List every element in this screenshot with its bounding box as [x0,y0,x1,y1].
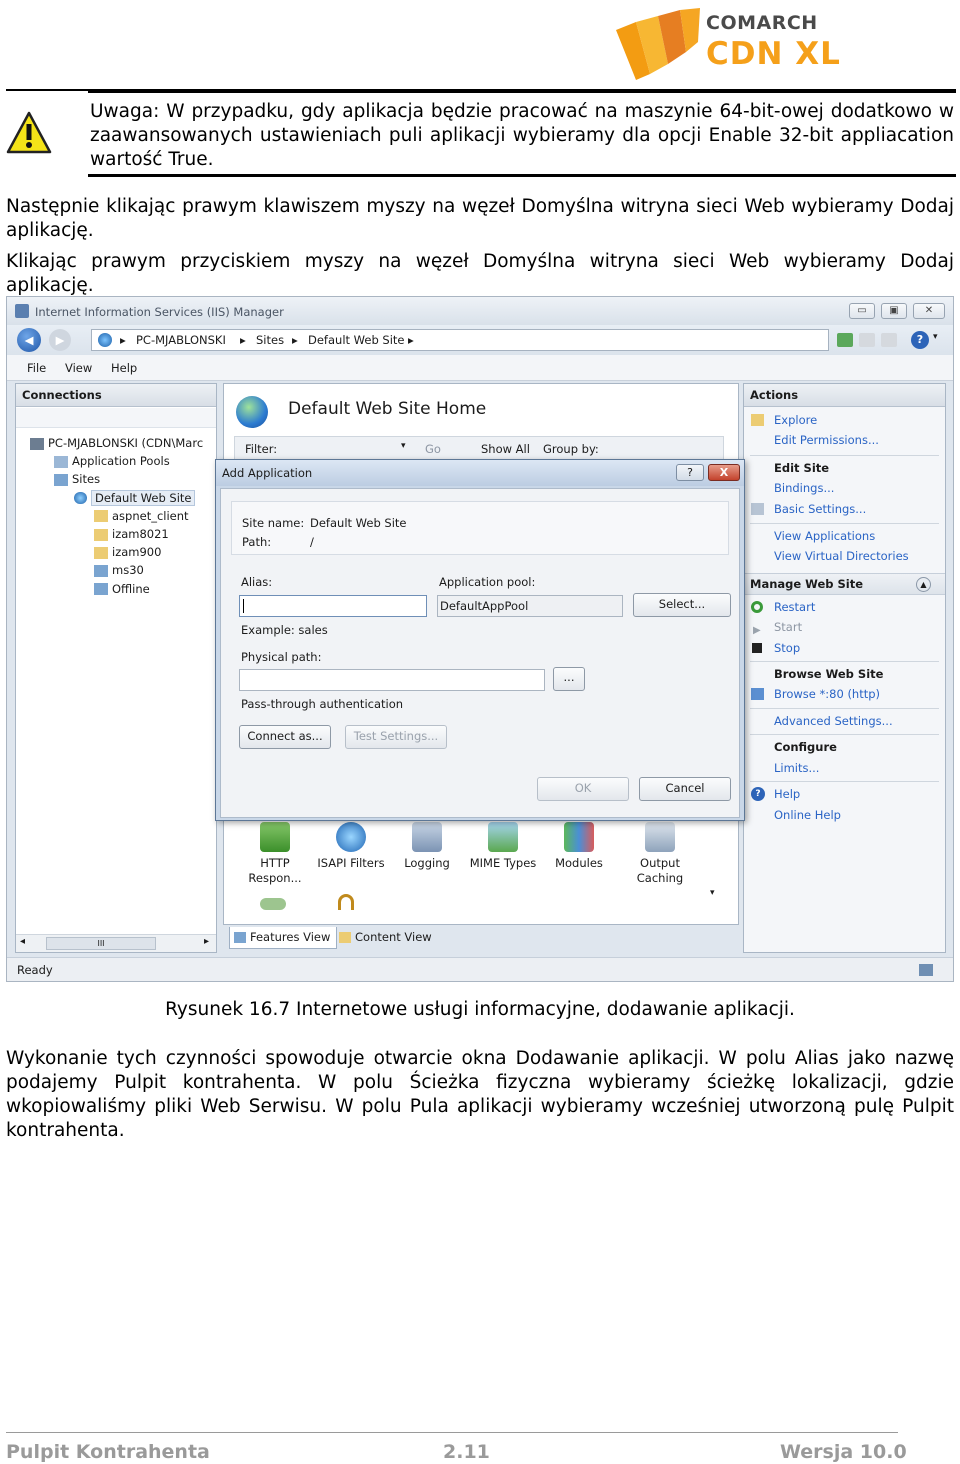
start-icon: ▶ [753,625,761,637]
iis-window-title: Internet Information Services (IIS) Manager [35,305,284,319]
tree-node-offline[interactable]: Offline [30,580,203,598]
alias-label: Alias: [241,575,273,589]
filter-label: Filter: [245,442,278,456]
actions-header: Actions [744,384,945,407]
tree-node-server[interactable]: PC-MJABLONSKI (CDN\Marc [30,434,203,452]
passthrough-label: Pass-through authentication [241,697,404,711]
features-view-icon [234,932,246,943]
group-by-label[interactable]: Group by: [543,442,599,456]
server-icon [30,438,44,450]
breadcrumb-server[interactable]: PC-MJABLONSKI [136,333,226,347]
dialog-help-button[interactable]: ? [676,464,704,481]
footer-rule [6,1432,898,1433]
breadcrumb: ▸ PC-MJABLONSKI ▸ Sites ▸ Default Web Site ▸ [91,329,829,351]
address-bar [7,325,954,355]
ok-button[interactable]: OK [537,777,629,801]
basic-settings-icon [751,503,764,515]
path-label: Path: [242,535,272,549]
alias-input[interactable] [239,595,427,617]
tree-node-izam900[interactable]: izam900 [30,543,203,561]
tree-node-default-site[interactable]: Default Web Site [30,489,203,507]
browse-icon [751,688,764,700]
status-text: Ready [17,963,53,977]
app-pools-icon [54,456,68,468]
filter-dropdown-icon[interactable]: ▾ [401,441,406,451]
feature-mime-types[interactable]: MIME Types [468,822,538,871]
help-dropdown-icon[interactable]: ▾ [933,332,938,342]
header-rule-thick [88,89,956,93]
filter-bar [234,436,724,460]
physical-path-label: Physical path: [241,650,322,664]
example-text: Example: sales [241,623,328,637]
browse-site-title: Browse Web Site [774,667,884,682]
menu-help[interactable]: Help [111,361,138,375]
pool-field: DefaultAppPool [437,595,623,617]
feature-http-response[interactable]: HTTP Respon... [240,822,310,886]
tree-node-app-pools[interactable]: Application Pools [30,452,203,470]
folder-icon [94,547,108,559]
tab-content-view[interactable]: Content View [335,927,438,949]
show-all-button[interactable]: Show All [481,442,530,456]
site-name-label: Site name: [242,516,305,530]
home-icon[interactable] [881,333,897,347]
paragraph-3: Wykonanie tych czynności spowoduje otwarcie okna Dodawanie aplikacji. W polu Alias jako nazwę podajemy Pulpit kontrahenta. W polu Ścieżka fizyczna wybieramy ścieżkę lokalizacji, gdzie wkopiowaliśmy pliki Web Serwisu. W polu Pula aplikacji wybieramy wcześniej utworzoną pulę Pulpit kontrahenta. [6,1048,954,1141]
action-basic-settings[interactable]: Basic Settings... [744,499,945,519]
globe-icon [98,333,112,347]
footer-left: Pulpit Kontrahenta [6,1441,210,1463]
feature-isapi-filters[interactable]: ISAPI Filters [316,822,386,871]
tree-node-ms30[interactable]: ms30 [30,561,203,579]
footer-version: Wersja 10.0 [780,1441,907,1463]
maximize-button[interactable]: ▣ [881,303,907,319]
logo-line2: CDN XL [706,36,841,72]
manage-website-header[interactable]: Manage Web Site ▲ [744,573,945,595]
dialog-close-button[interactable]: X [708,464,740,481]
explore-icon [751,414,764,426]
forward-icon[interactable]: ▶ [49,329,71,351]
globe-icon [74,492,87,504]
site-globe-icon [236,396,268,428]
warning-note: Uwaga: W przypadku, gdy aplikacja będzie pracować na maszynie 64-bit-owej dodatkowo w zaawansowanych ustawieniach puli aplikacji wybieramy dla opcji Enable 32-bit appliacation wartość True. [90,101,954,170]
go-button[interactable]: Go [425,442,441,456]
tree-node-aspnet-client[interactable]: aspnet_client [30,507,203,525]
connections-hscrollbar[interactable]: ◂ III ▸ [16,934,216,952]
action-online-help[interactable]: Online Help [774,807,841,822]
warning-icon [6,110,52,156]
add-application-dialog [215,459,745,821]
feature-output-caching[interactable]: Output Caching [620,822,700,886]
restart-icon [751,601,763,613]
close-window-button[interactable]: ✕ [913,303,945,319]
dialog-titlebar [216,460,744,486]
tab-features-view[interactable]: Features View [229,927,337,949]
text-cursor [243,599,244,613]
physical-path-input[interactable] [239,669,545,691]
dialog-title: Add Application [222,466,313,480]
action-edit-permissions[interactable]: Edit Permissions... [774,433,879,448]
action-bindings[interactable]: Bindings... [774,481,835,496]
app-icon [94,583,108,595]
paragraph-1: Następnie klikając prawym klawiszem myszy na węzeł Domyślna witryna sieci Web wybieramy Dodaj aplikację. [6,196,954,241]
comarch-logo-icon [614,8,704,82]
action-view-applications[interactable]: View Applications [774,529,876,544]
feature-more-icon-2 [338,894,354,910]
network-icon [919,964,933,976]
edit-site-title: Edit Site [774,460,830,475]
iis-screenshot [6,296,954,982]
app-icon [94,565,108,577]
breadcrumb-sites[interactable]: Sites [256,333,285,347]
site-info-box [231,501,729,555]
center-vscroll-down-icon[interactable]: ▾ [710,888,715,898]
action-help[interactable]: ? Help [744,784,945,804]
browse-path-button[interactable]: ... [553,667,585,691]
path-value: / [310,535,314,549]
collapse-icon[interactable]: ▲ [916,577,931,592]
footer-page: 2.11 [443,1441,490,1463]
modules-icon [564,822,594,852]
action-advanced-settings[interactable]: Advanced Settings... [774,713,893,728]
tree-node-izam8021[interactable]: izam8021 [30,525,203,543]
feature-modules[interactable]: Modules [544,822,614,871]
menu-file[interactable]: File [27,361,47,375]
connections-pane [15,383,217,953]
cancel-button[interactable]: Cancel [639,777,731,801]
help-circle-icon: ? [751,787,765,801]
configure-title: Configure [774,740,837,755]
action-explore[interactable]: Explore [744,410,945,430]
paragraph-2: Klikając prawym przyciskiem myszy na węzeł Domyślna witryna sieci Web wybieramy Dodaj aplikację. [6,251,954,296]
select-button[interactable]: Select... [633,593,731,617]
test-settings-button[interactable]: Test Settings... [345,725,447,749]
view-tabs [223,927,739,951]
logo [614,8,704,82]
folder-icon [94,529,108,541]
folder-icon [94,510,108,522]
content-view-icon [339,932,351,943]
status-bar [7,957,954,982]
feature-logging[interactable]: Logging [392,822,462,871]
center-title: Default Web Site Home [288,399,487,419]
output-caching-icon [645,822,675,852]
connections-toolbar [16,408,216,428]
feature-more-icon [260,898,286,910]
action-view-vdirs[interactable]: View Virtual Directories [774,549,909,564]
action-browse-80[interactable]: Browse *:80 (http) [744,684,945,704]
action-stop[interactable]: Stop [744,638,945,658]
mime-types-icon [488,822,518,852]
iis-titlebar [7,297,954,325]
actions-pane [743,383,946,953]
connect-as-button[interactable]: Connect as... [239,725,331,749]
breadcrumb-site[interactable]: Default Web Site [308,333,405,347]
connections-header: Connections [16,384,216,407]
action-limits[interactable]: Limits... [774,760,820,775]
stop-square-icon [752,643,762,653]
menu-bar [7,355,954,381]
stop-icon[interactable] [859,333,875,347]
minimize-button[interactable]: ▭ [849,303,875,319]
note-rule [88,174,956,177]
menu-view[interactable]: View [65,361,93,375]
pool-label: Application pool: [439,575,536,589]
help-icon[interactable]: ? [911,331,929,349]
site-name-value: Default Web Site [310,516,407,530]
connection-tree [30,434,203,598]
logging-icon [412,822,442,852]
refresh-icon[interactable] [837,333,853,347]
dialog-body [220,488,740,818]
http-response-icon [260,822,290,852]
iis-app-icon [15,304,29,318]
action-restart[interactable]: Restart [744,597,945,617]
action-start[interactable]: ▶ Start [744,617,945,637]
isapi-filters-icon [336,822,366,852]
logo-line1: COMARCH [706,12,818,34]
figure-caption: Rysunek 16.7 Internetowe usługi informacyjne, dodawanie aplikacji. [165,999,795,1020]
sites-icon [54,474,68,486]
back-icon[interactable]: ◀ [17,328,41,352]
tree-node-sites[interactable]: Sites [30,470,203,488]
